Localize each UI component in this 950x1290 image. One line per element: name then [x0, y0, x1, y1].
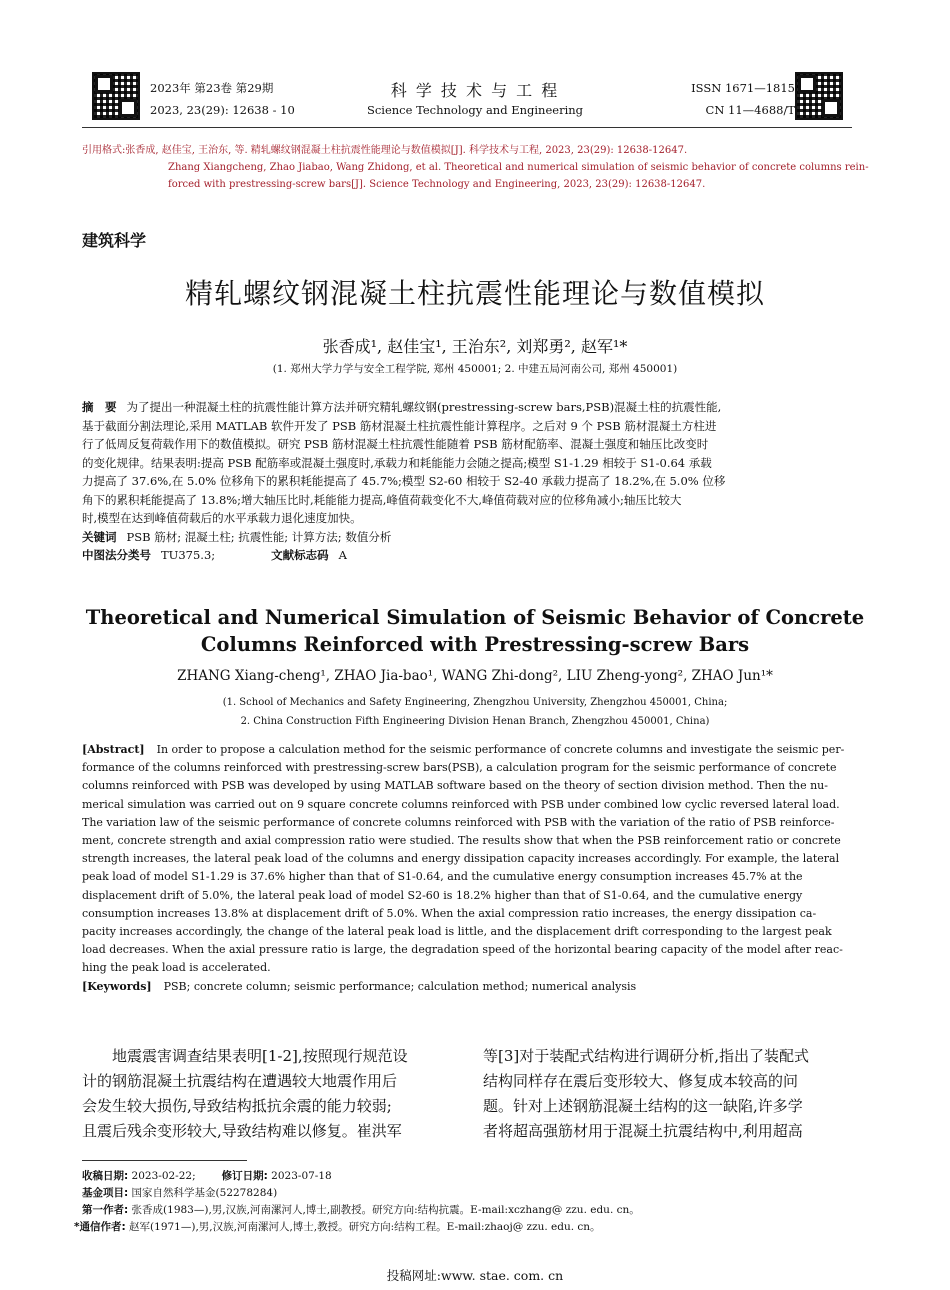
title-en [0, 604, 950, 658]
abstract-cn [82, 398, 854, 565]
abstract-cn-label: 摘 要 [82, 400, 117, 414]
doc-code-value: A [338, 548, 347, 562]
footnotes [74, 1168, 872, 1236]
affiliation-cn: (1. 郑州大学力学与安全工程学院, 郑州 450001; 2. 中建五局河南公司, 郑州 450001) [272, 363, 678, 375]
affiliation-en [0, 693, 950, 731]
abstract-en-line: formance of the columns reinforced with prestressing-screw bars(PSB), a calculation program for the seismic performance of concrete [82, 761, 837, 775]
body-line: 题。针对上述钢筋混凝土结构的这一缺陷,许多学 [483, 1097, 803, 1115]
abstract-en-line: The variation law of the seismic performance of concrete columns reinforced with PSB with the variation of the ratio of PSB reinforce- [82, 815, 835, 829]
affiliation-en-1: (1. School of Mechanics and Safety Engineering, Zhengzhou University, Zhengzhou 450001, China; [222, 697, 728, 708]
title-en-line-1: Theoretical and Numerical Simulation of Seismic Behavior of Concrete [85, 606, 865, 629]
keywords-cn: PSB 筋材; 混凝土柱; 抗震性能; 计算方法; 数值分析 [126, 529, 392, 544]
issue-info-cn: 2023年 第23卷 第29期 [150, 81, 274, 95]
abstract-en-line: load decreases. When the axial pressure ratio is large, the degradation speed of the horizontal bearing capacity of the model after reac- [82, 943, 843, 957]
title-en-line-2: Columns Reinforced with Prestressing-screw Bars [200, 633, 750, 656]
abstract-cn-line: 时,模型在达到峰值荷载后的水平承载力退化速度加快。 [82, 511, 362, 525]
fund-label: 基金项目: [82, 1187, 129, 1199]
abstract-en-line: ment, concrete strength and axial compression ratio were studied. The results show that when the PSB reinforcement ratio or concrete [82, 834, 841, 848]
abstract-cn-line: 的变化规律。结果表明:提高 PSB 配筋率或混凝土强度时,承载力和耗能能力会随之提高;模型 S1-1.29 相较于 S1-0.64 承载 [82, 455, 712, 470]
footnote-rule [82, 1160, 247, 1161]
first-author-text: 张香成(1983—),男,汉族,河南漯河人,博士,副教授。研究方向:结构抗震。E-mail:xczhang@ zzu. edu. cn。 [131, 1204, 640, 1216]
abstract-en-line: merical simulation was carried out on 9 square concrete columns reinforced with PSB under combined low cyclic reversed lateral load. [82, 797, 840, 811]
abstract-en [82, 741, 854, 996]
keywords-en: PSB; concrete column; seismic performance; calculation method; numerical analysis [163, 979, 637, 993]
abstract-cn-line: 基于截面分割法理论,采用 MATLAB 软件开发了 PSB 筋材混凝土柱抗震性能计算程序。之后对 9 个 PSB 筋材混凝土方柱进 [82, 418, 717, 433]
journal-name-en: Science Technology and Engineering [366, 103, 584, 117]
body-column-left [82, 1044, 460, 1144]
header-rule [82, 127, 852, 128]
received-date: 2023-02-22; [131, 1170, 196, 1182]
body-line: 且震后残余变形较大,导致结构难以修复。崔洪军 [82, 1122, 402, 1140]
abstract-cn-line: 角下的累积耗能提高了 13.8%;增大轴压比时,耗能能力提高,峰值荷载变化不大,峰值荷载对应的位移角减小;轴压比较大 [82, 492, 682, 507]
body-line: 会发生较大损伤,导致结构抵抗余震的能力较弱; [82, 1097, 392, 1115]
citation-en-2: forced with prestressing-screw bars[J]. Science Technology and Engineering, 2023, 23(29): 12638-12647. [168, 179, 706, 190]
abstract-en-line: peak load of model S1-1.29 is 37.6% higher than that of S1-0.64, and the cumulative energy consumption increases 45.7% at the [82, 870, 803, 884]
abstract-en-line: consumption increases 13.8% at displacement drift of 5.0%. When the axial compression ratio increases, the energy dissipation ca- [82, 906, 817, 920]
abstract-en-line: In order to propose a calculation method for the seismic performance of concrete columns and investigate the seismic per- [156, 743, 845, 756]
doc-code-label: 文献标志码 [271, 548, 329, 562]
corresponding-author-text: 赵军(1971—),男,汉族,河南漯河人,博士,教授。研究方向:结构工程。E-mail:zhaoj@ zzu. edu. cn。 [129, 1221, 601, 1233]
received-label: 收稿日期: [82, 1170, 129, 1182]
abstract-en-line: strength increases, the lateral peak load of the columns and energy dissipation capacity increases accordingly. For example, the lateral [82, 852, 840, 866]
citation-en-1: Zhang Xiangcheng, Zhao Jiabao, Wang Zhidong, et al. Theoretical and numerical simulation of seismic behavior of concrete columns rein- [168, 162, 869, 173]
authors-en: ZHANG Xiang-cheng¹, ZHAO Jia-bao¹, WANG Zhi-dong², LIU Zheng-yong², ZHAO Jun¹* [177, 668, 773, 684]
abstract-en-line: columns reinforced with PSB was developed by using MATLAB software based on the theory of section division method. Then the nu- [82, 779, 828, 793]
revised-date: 2023-07-18 [271, 1170, 332, 1182]
authors-cn: 张香成¹, 赵佳宝¹, 王治东², 刘郑勇², 赵军¹* [322, 337, 628, 356]
abstract-cn-line: 力提高了 37.6%,在 5.0% 位移角下的累积耗能提高了 45.7%;模型 S2-60 相较于 S2-40 承载力提高了 18.2%,在 5.0% 位移 [82, 474, 726, 488]
first-author-label: 第一作者: [82, 1204, 129, 1216]
page-title: 精轧螺纹钢混凝土柱抗震性能理论与数值模拟 [184, 277, 765, 310]
abstract-en-line: displacement drift of 5.0%, the lateral peak load of model S2-60 is 18.2% higher than that of S1-0.64, and the cumulative energy [82, 888, 803, 902]
body-line: 计的钢筋混凝土抗震结构在遭遇较大地震作用后 [82, 1072, 398, 1090]
body-line: 等[3]对于装配式结构进行调研分析,指出了装配式 [483, 1047, 810, 1065]
citation-cn: 张香成, 赵佳宝, 王治东, 等. 精轧螺纹钢混凝土柱抗震性能理论与数值模拟[J]. 科学技术与工程, 2023, 23(29): 12638-12647. [125, 145, 688, 156]
revised-label: 修订日期: [221, 1170, 268, 1182]
cn-number: CN 11—4688/T [705, 103, 795, 117]
submission-url: 投稿网址:www. stae. com. cn [386, 1268, 564, 1283]
abstract-en-line: pacity increases accordingly, the change of the lateral peak load is little, and the displacement drift corresponding to the largest peak [82, 925, 832, 939]
qr-code-right [795, 72, 843, 120]
clc-label: 中图法分类号 [82, 548, 151, 562]
corresponding-author-label: *通信作者: [74, 1221, 126, 1233]
citation-label: 引用格式: [82, 145, 126, 156]
keywords-en-label: [Keywords] [82, 979, 152, 993]
body-line: 地震震害调查结果表明[1-2],按照现行规范设 [112, 1047, 408, 1065]
body-line: 者将超高强筋材用于混凝土抗震结构中,利用超高 [483, 1122, 803, 1140]
section-label: 建筑科学 [82, 231, 147, 250]
affiliation-en-2: 2. China Construction Fifth Engineering Division Henan Branch, Zhengzhou 450001, China) [240, 716, 710, 727]
body-column-right [483, 1044, 861, 1144]
abstract-cn-line: 行了低周反复荷载作用下的数值模拟。研究 PSB 筋材混凝土柱抗震性能随着 PSB 筋材配筋率、混凝土强度和轴压比改变时 [82, 437, 709, 451]
issue-info-en: 2023, 23(29): 12638 - 10 [150, 103, 295, 117]
abstract-en-line: hing the peak load is accelerated. [82, 961, 271, 975]
issn: ISSN 1671—1815 [691, 81, 795, 95]
journal-name-cn: 科 学 技 术 与 工 程 [390, 81, 560, 100]
fund-text: 国家自然科学基金(52278284) [131, 1187, 278, 1199]
body-line: 结构同样存在震后变形较大、修复成本较高的问 [483, 1072, 799, 1090]
citation-block [82, 142, 872, 193]
abstract-en-label: [Abstract] [82, 743, 145, 756]
keywords-cn-label: 关键词 [82, 529, 117, 544]
abstract-cn-line: 为了提出一种混凝土柱的抗震性能计算方法并研究精轧螺纹钢(prestressing-screw bars,PSB)混凝土柱的抗震性能, [126, 400, 722, 414]
clc-value: TU375.3; [161, 548, 216, 562]
